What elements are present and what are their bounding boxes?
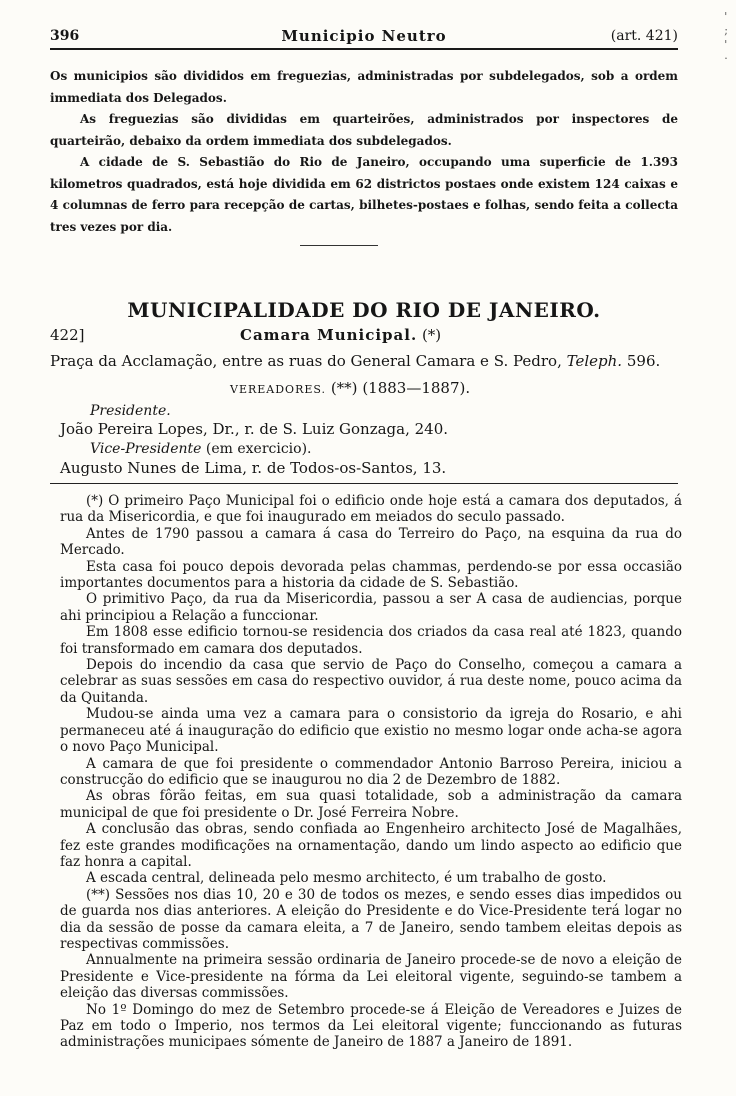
vice-president-label: Vice-Presidente (90, 441, 202, 457)
footnote-paragraph: Annualmente na primeira sessão ordinaria de Janeiro procede-se de novo a eleição de Presidente e Vice-presidente na fórma da Lei eleitoral vigente, seguindo-se tambem a eleição das diversas commissões. (60, 952, 682, 1002)
margin-marks: ' ; ' · (724, 10, 728, 65)
vice-president-label-line (90, 441, 312, 457)
footnote-paragraph: A camara de que foi presidente o commendador Antonio Barroso Pereira, iniciou a construcção do edificio que se inaugurou no dia 2 de Dezembro de 1882. (60, 755, 682, 788)
vereadores-label: VEREADORES. (230, 383, 327, 396)
president-entry: João Pereira Lopes, Dr., r. de S. Luiz Gonzaga, 240. (60, 420, 449, 438)
footnote-paragraph: (**) Sessões nos dias 10, 20 e 30 de todos os mezes, e sendo esses dias impedidos ou de guarda nos dias anteriores. A eleição do Presidente e do Vice-Presidente terá logar no dia da sessão de posse da camara eleita, a 7 de Janeiro, sendo tambem eleitas depois as respectivas commissões. (60, 886, 682, 952)
footnote-paragraph: Em 1808 esse edificio tornou-se residencia dos criados da casa real até 1823, quando foi transformado em camara dos deputados. (60, 624, 682, 657)
footnote-paragraph: No 1º Domingo do mez de Setembro procede-se á Eleição de Vereadores e Juizes de Paz em todo o Imperio, nos termos da Lei eleitoral vigente; funccionando as futuras administrações municipaes sómente de Janeiro de 1887 a Janeiro de 1891. (60, 1001, 682, 1051)
footnote-paragraph: Mudou-se ainda uma vez a camara para o consistorio da igreja do Rosario, e ahi permaneceu até á inauguração do edificio que existio no mesmo logar onde acha-se agora o novo Paço Municipal. (60, 706, 682, 756)
footnote-paragraph: Antes de 1790 passou a camara á casa do Terreiro do Paço, na esquina da rua do Mercado. (60, 525, 682, 559)
footnote-paragraph: A conclusão das obras, sendo confiada ao Engenheiro architecto José de Magalhães, fez este grandes modificações na ornamentação, dando um lindo aspecto ao edificio que faz honra a capital. (60, 821, 682, 870)
article-number: 422] (50, 326, 85, 344)
running-title: Municipio Neutro (281, 27, 447, 45)
camara-footnote-ref: (*) (421, 326, 442, 344)
section-title: MUNICIPALIDADE DO RIO DE JANEIRO. (127, 298, 601, 322)
footnote-paragraph: A escada central, delineada pelo mesmo architecto, é um trabalho de gosto. (86, 870, 607, 887)
vereadores-footnote-ref: (**) (330, 379, 358, 397)
footnotes (60, 493, 682, 1051)
vereadores-line (230, 379, 470, 397)
address: Praça da Acclamação, entre as ruas do General Camara e S. Pedro, (50, 352, 562, 370)
term-years: (1883—1887). (362, 379, 471, 397)
vice-president-status: (em exercicio). (205, 441, 312, 457)
telephone-number: 596. (626, 352, 661, 370)
address-line (50, 352, 660, 370)
page-number: 396 (50, 28, 80, 44)
president-label: Presidente. (90, 403, 171, 419)
intro-paragraph: As freguezias são divididas em quarteirões, administrados por inspectores de quarteirão, debaixo da ordem immediata dos subdelegados. (50, 112, 678, 148)
section-divider (300, 245, 378, 246)
vice-president-entry: Augusto Nunes de Lima, r. de Todos-os-Santos, 13. (60, 459, 447, 477)
footnote-paragraph: Depois do incendio da casa que servio de Paço do Conselho, começou a camara a celebrar as suas sessões em casa do respectivo ouvidor, á rua deste nome, pouco acima da da Quitanda. (60, 657, 682, 706)
camara-line (50, 326, 678, 344)
footnote-paragraph: (*) O primeiro Paço Municipal foi o edificio onde hoje está a camara dos deputados, á rua da Misericordia, e que foi inaugurado em meiados do seculo passado. (60, 493, 682, 526)
footnote-paragraph: O primitivo Paço, da rua da Misericordia, passou a ser A casa de audiencias, porque ahi principiou a Relação a funccionar. (60, 591, 682, 624)
telephone-label: Teleph. (566, 352, 623, 370)
intro-paragraph: Os municipios são divididos em freguezias, administradas por subdelegados, sob a ordem immediata dos Delegados. (50, 69, 678, 105)
intro-paragraph: A cidade de S. Sebastião do Rio de Janeiro, occupando uma superficie de 1.393 kilometros quadrados, está hoje dividida em 62 districtos postaes onde existem 124 caixas e 4 columnas de ferro para recepção de cartas, bilhetes-postaes e folhas, sendo feita a collecta tres vezes por dia. (50, 155, 678, 234)
footnote-paragraph: As obras fôrão feitas, em sua quasi totalidade, sob a administração da camara municipal de que foi presidente o Dr. José Ferreira Nobre. (60, 788, 682, 821)
footnote-rule (50, 483, 678, 484)
camara-title: Camara Municipal. (240, 326, 418, 344)
intro-text (50, 66, 678, 238)
footnote-paragraph: Esta casa foi pouco depois devorada pelas chammas, perdendo-se por essa occasião importantes documentos para a historia da cidade de S. Sebastião. (60, 558, 682, 592)
article-reference: (art. 421) (610, 28, 678, 44)
running-header (50, 24, 678, 50)
